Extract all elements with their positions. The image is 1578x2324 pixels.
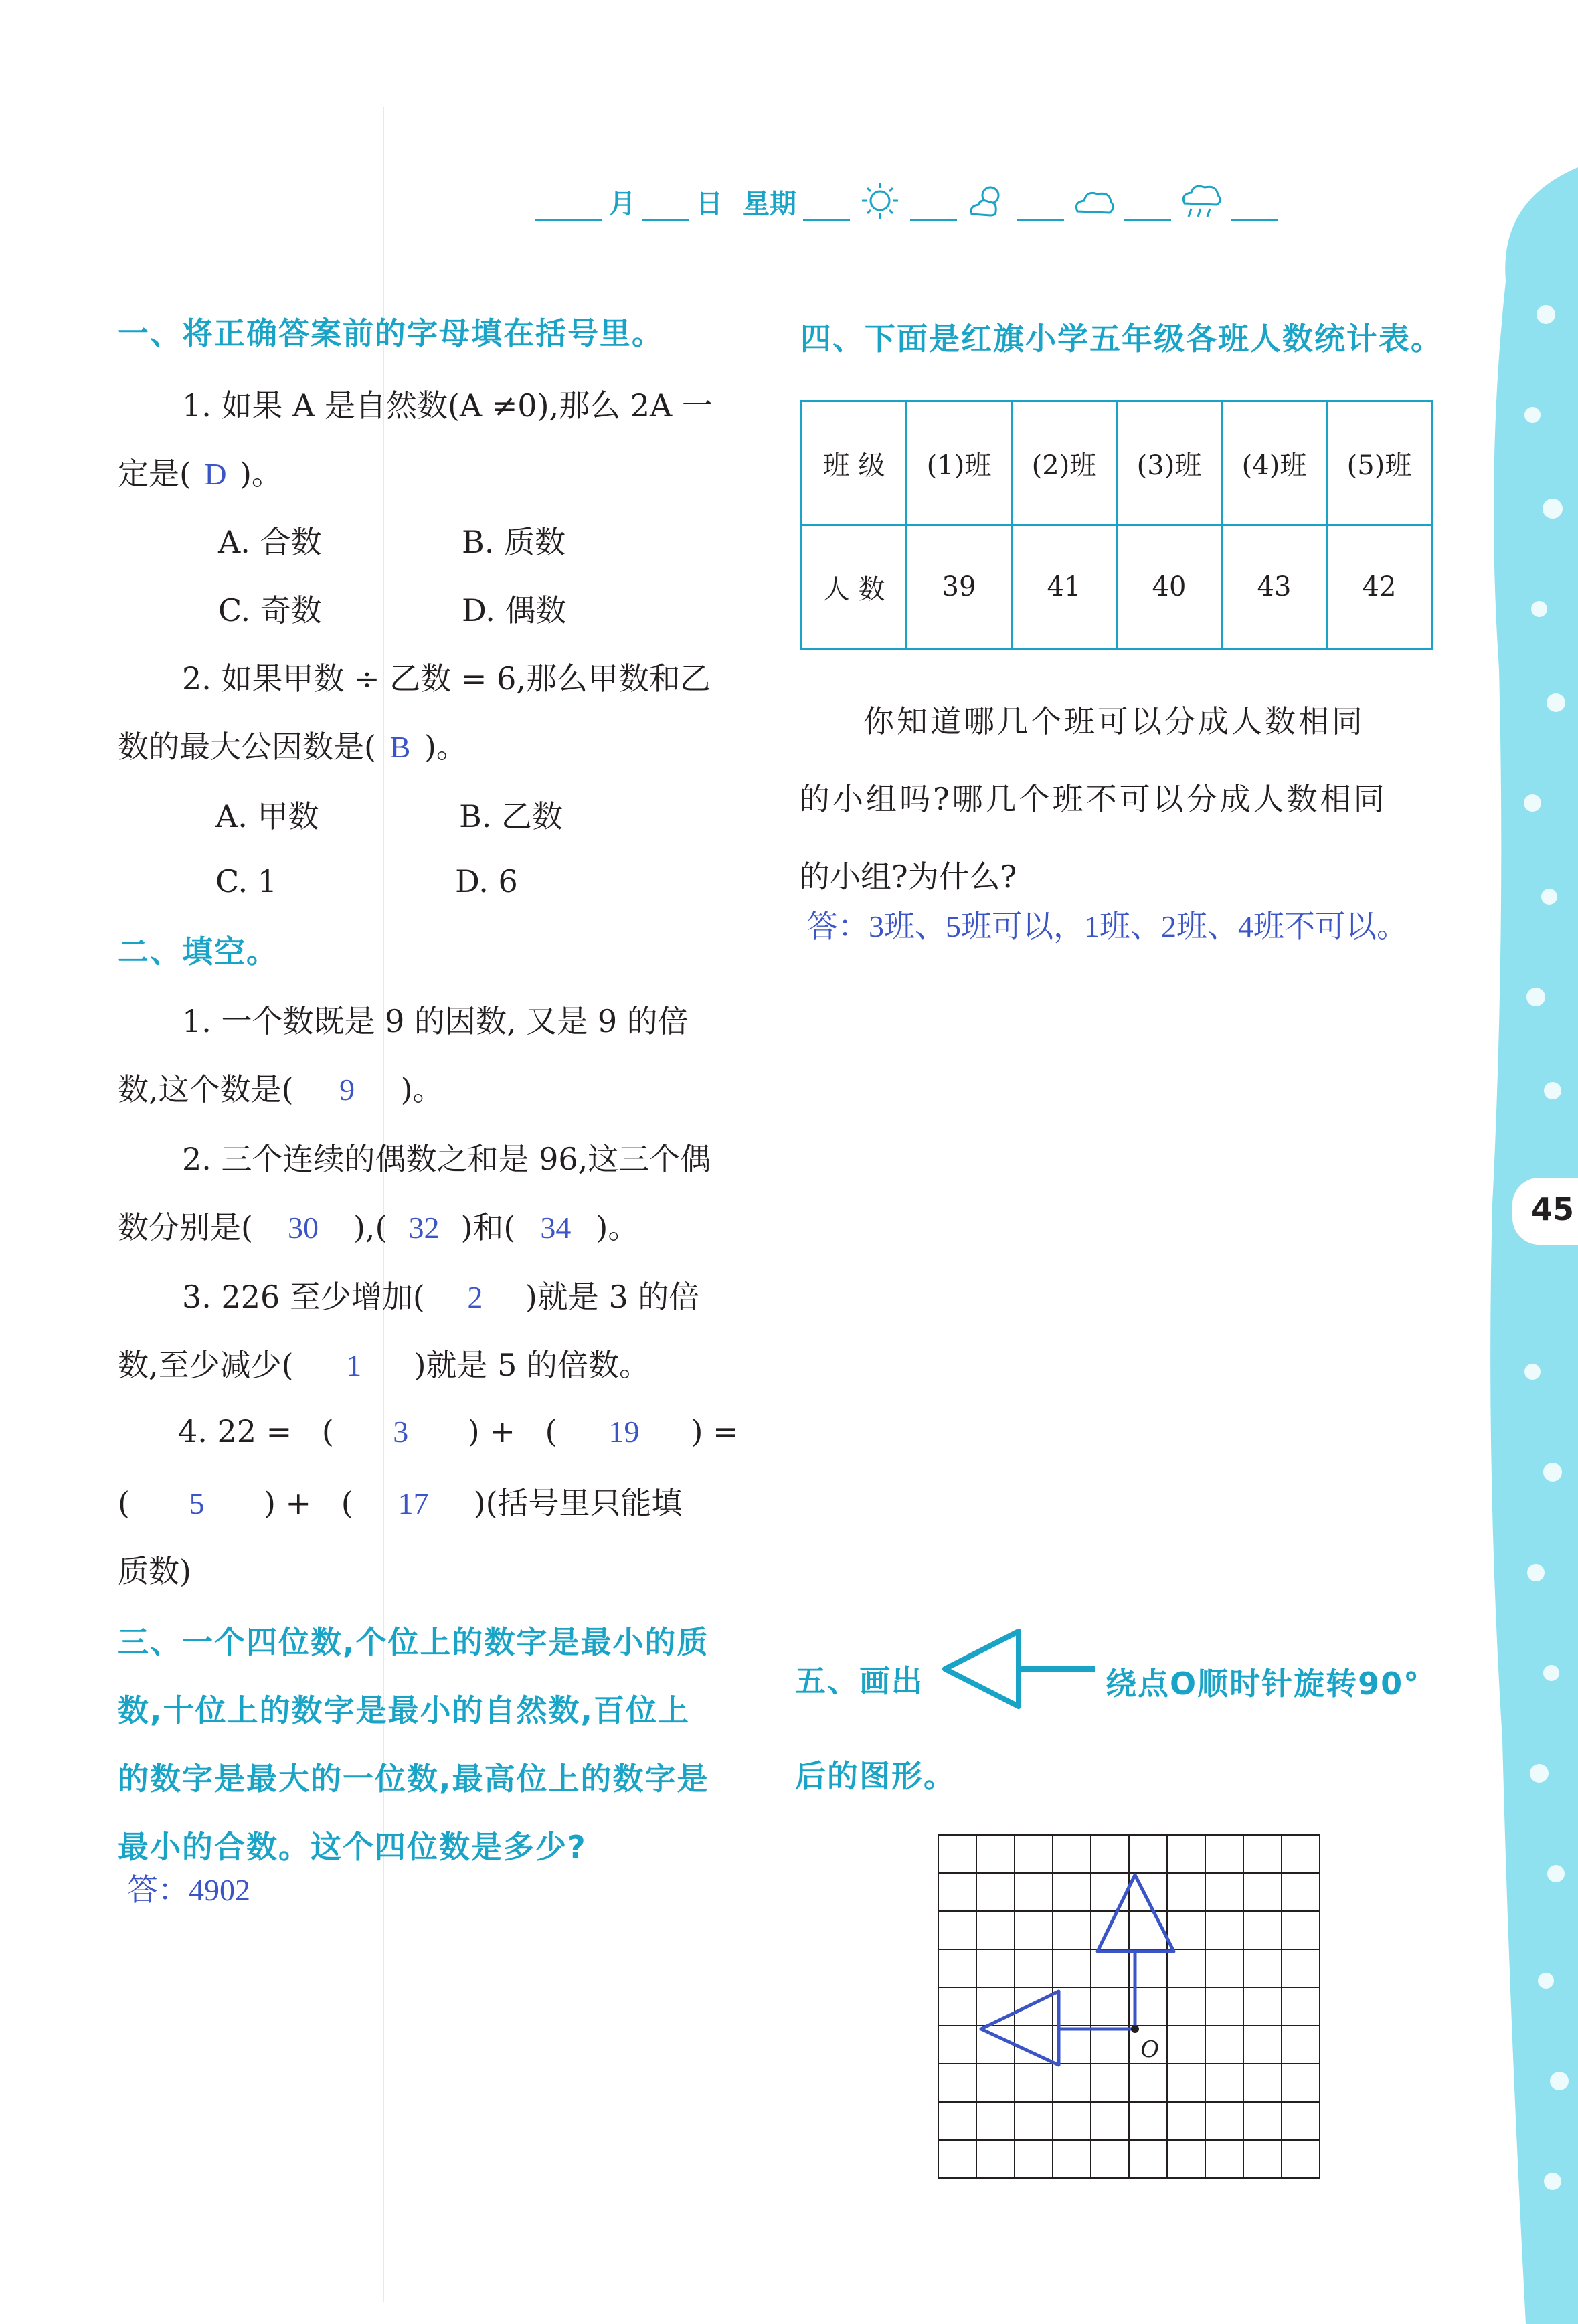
table-count-1: 39 (907, 525, 1012, 649)
original-triangle (981, 1991, 1059, 2065)
table-row (802, 525, 1432, 649)
s2-q3-suffix1: )就是 3 的倍 (525, 1279, 700, 1315)
day-blank[interactable] (642, 199, 689, 221)
section4-answer[interactable]: 答：3班、5班可以，1班、2班、4班不可以。 (807, 909, 1407, 944)
rotated-triangle (1098, 1875, 1174, 1951)
s2-q4-answer-3[interactable]: 5 (189, 1486, 205, 1520)
s2-q2-prefix: 数分别是( (118, 1209, 253, 1245)
partly-cloudy-icon (964, 181, 1011, 221)
s2-q3-prefix1: 3. 226 至少增加( (182, 1279, 425, 1315)
table-header-cell: 人 数 (802, 525, 907, 649)
table-header-cell: 班 级 (802, 401, 907, 525)
s2-q4-open-4: ( (341, 1485, 353, 1521)
table-count-4: 43 (1222, 525, 1327, 649)
weekday-label: 星期 (743, 189, 796, 219)
month-blank[interactable] (535, 199, 602, 221)
s4-question-line2: 的小组吗?哪几个班不可以分成人数相同 (799, 781, 1387, 817)
s2-q3-prefix2: 数,至少减少( (118, 1347, 294, 1383)
s2-q3-answer-1[interactable]: 2 (467, 1280, 483, 1314)
s2-q2-suffix: )。 (596, 1209, 639, 1245)
s2-q1-prefix: 数,这个数是( (118, 1071, 294, 1107)
table-count-2: 41 (1012, 525, 1117, 649)
s2-q4-eq: ) = (691, 1413, 739, 1449)
table-class-4: (4)班 (1222, 401, 1327, 525)
section5-prefix: 五、画出 (795, 1663, 924, 1699)
s2-q2-line1: 2. 三个连续的偶数之和是 96,这三个偶 (182, 1141, 711, 1177)
s4-question-line1: 你知道哪几个班可以分成人数相同 (863, 703, 1365, 739)
s2-q4-answer-1[interactable]: 3 (393, 1415, 409, 1449)
section2-title: 二、填空。 (118, 933, 278, 970)
triangle-arrow-figure (940, 1626, 1100, 1713)
section3-line4: 最小的合数。这个四位数是多少? (118, 1829, 587, 1865)
s1-q1-answer[interactable]: D (204, 457, 227, 491)
weather-blank-4[interactable] (1231, 199, 1278, 221)
s2-q2-answer-1[interactable]: 30 (287, 1211, 319, 1245)
rotation-grid (937, 1834, 1341, 2195)
s1-q2-prefix: 数的最大公因数是( (118, 729, 376, 765)
weekday-blank[interactable] (803, 199, 850, 221)
table-class-1: (1)班 (907, 401, 1012, 525)
s1-q1-prefix: 定是( (118, 456, 191, 492)
s1-q1-line2 (118, 450, 282, 494)
s2-q4-note: )(括号里只能填 (473, 1485, 683, 1521)
weather-blank-1[interactable] (910, 199, 957, 221)
origin-label: O (1140, 2035, 1159, 2063)
date-header (535, 181, 1278, 221)
s1-q1-suffix: )。 (239, 456, 282, 492)
sunny-icon (857, 181, 903, 221)
table-class-3: (3)班 (1117, 401, 1222, 525)
s1-q2-option-d[interactable]: D. 6 (455, 863, 518, 899)
table-row (802, 401, 1432, 525)
table-count-5: 42 (1327, 525, 1432, 649)
s2-q4-answer-4[interactable]: 17 (398, 1486, 429, 1520)
section3-line3: 的数字是最大的一位数,最高位上的数字是 (118, 1761, 709, 1797)
page-number: 45 (1531, 1191, 1575, 1227)
s1-q2-suffix: )。 (424, 729, 467, 765)
weather-blank-2[interactable] (1017, 199, 1064, 221)
decorative-border (1445, 0, 1578, 2324)
s2-q1-suffix: )。 (400, 1071, 444, 1107)
s1-q1-option-c[interactable]: C. 奇数 (218, 592, 322, 628)
s2-q4-plus-2: ) + (263, 1485, 312, 1521)
s2-q4-open-3: ( (118, 1485, 130, 1521)
s4-question-line3: 的小组?为什么? (799, 859, 1017, 895)
s1-q2-line1: 2. 如果甲数 ÷ 乙数 = 6,那么甲数和乙 (182, 660, 711, 697)
s2-q4-answer-2[interactable]: 19 (608, 1415, 640, 1449)
s2-q4-line3: 质数) (118, 1553, 191, 1589)
month-label: 月 (609, 189, 636, 219)
s1-q2-option-a[interactable]: A. 甲数 (215, 798, 319, 834)
origin-point (1131, 2025, 1139, 2033)
class-count-table (800, 400, 1433, 650)
day-label: 日 (696, 189, 723, 219)
s1-q2-answer[interactable]: B (389, 730, 411, 764)
table-class-5: (5)班 (1327, 401, 1432, 525)
s2-q3-answer-2[interactable]: 1 (346, 1348, 362, 1382)
s1-q2-option-c[interactable]: C. 1 (215, 863, 278, 899)
s1-q2-line2 (118, 723, 467, 767)
table-class-2: (2)班 (1012, 401, 1117, 525)
s2-q1-answer[interactable]: 9 (339, 1073, 355, 1107)
section3-answer[interactable]: 答：4902 (127, 1873, 250, 1907)
section3-line1: 三、一个四位数,个位上的数字是最小的质 (118, 1624, 709, 1660)
s2-q3-line1 (182, 1273, 699, 1317)
rain-icon (1178, 181, 1225, 221)
section1-title: 一、将正确答案前的字母填在括号里。 (118, 315, 664, 351)
s2-q4-open-2: ( (545, 1413, 557, 1449)
section3-line2: 数,十位上的数字是最小的自然数,百位上 (118, 1692, 690, 1728)
s1-q2-option-b[interactable]: B. 乙数 (459, 798, 563, 834)
s2-q1-line2 (118, 1065, 444, 1109)
s1-q1-option-d[interactable]: D. 偶数 (462, 592, 567, 628)
s2-q4-open-1: ( (321, 1413, 334, 1449)
s2-q2-line2 (118, 1203, 638, 1247)
s2-q4-line2 (118, 1479, 683, 1523)
section5-line2: 后的图形。 (795, 1758, 956, 1794)
s1-q1-option-b[interactable]: B. 质数 (462, 524, 566, 560)
table-count-3: 40 (1117, 525, 1222, 649)
s2-q4-start: 4. 22 = (178, 1413, 292, 1449)
section5-suffix: 绕点O顺时针旋转90° (1106, 1666, 1421, 1702)
s2-q2-sep1: ),( (353, 1209, 387, 1245)
s2-q2-sep2: )和( (460, 1209, 516, 1245)
s2-q3-line2 (118, 1341, 650, 1385)
section4-title: 四、下面是红旗小学五年级各班人数统计表。 (800, 321, 1443, 357)
s1-q1-option-a[interactable]: A. 合数 (218, 524, 322, 560)
s2-q2-answer-2[interactable]: 32 (408, 1211, 440, 1245)
s2-q4-plus-1: ) + (467, 1413, 515, 1449)
s2-q3-suffix2: )就是 5 的倍数。 (414, 1347, 650, 1383)
s2-q4-line1 (178, 1413, 739, 1449)
s2-q1-line1: 1. 一个数既是 9 的因数, 又是 9 的倍 (182, 1003, 689, 1039)
s2-q2-answer-3[interactable]: 34 (540, 1211, 572, 1245)
weather-blank-3[interactable] (1124, 199, 1171, 221)
cloudy-icon (1071, 181, 1118, 221)
s1-q1-line1: 1. 如果 A 是自然数(A ≠0),那么 2A 一 (182, 387, 713, 424)
